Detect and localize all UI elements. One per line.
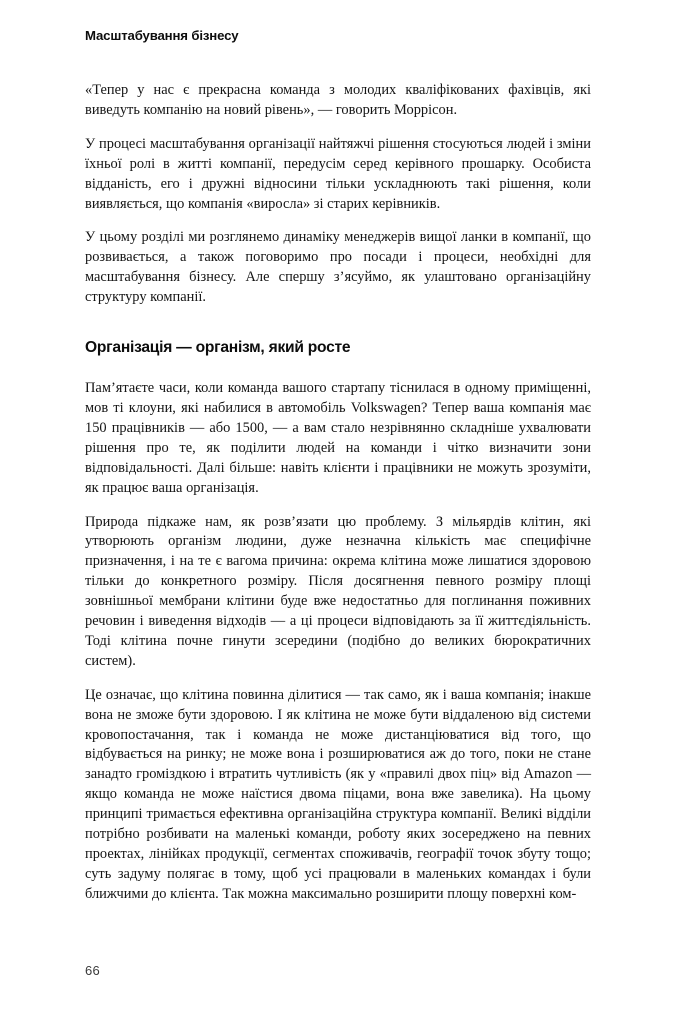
spacer-after-section-heading <box>85 357 591 379</box>
paragraph-cells-nature: Природа підкаже нам, як розв’язати цю проблему. З мільярдів клітин, які утворюють організм людини, дуже незначна кількість має специфічне призначення, і на те є вагома причина: окрема клітина може лишатися здоровою тільки до конкретного розміру. Після досягнення певного розміру площі зовнішньої мембрани клітини буде вже недостатньо для поглинання поживних речовин і виведення відходів — а ці процеси відповідають за її життєдіяльність. Тоді клітина почне гинути зсередини (подібно до великих бюрократичних систем). <box>85 513 591 669</box>
paragraph-spacer <box>85 499 591 513</box>
paragraph-startup-volkswagen: Пам’ятаєте часи, коли команда вашого стартапу тіснилася в одному приміщенні, мов ті клоуни, які набилися в автомобіль Volkswagen? Тепер ваша компанія має 150 працівників — або 1500, — а вам стало незрівнянно складніше ухвалювати рішення про те, як поділити людей на команди і чітко визначити зони відповідальності. Далі більше: навіть клієнти і працівники не можуть зрозуміти, як працює ваша організація. <box>85 380 591 496</box>
paragraph-quote-morrison: «Тепер у нас є прекрасна команда з молодих кваліфікованих фахівців, які виведуть компанію на новий рівень», — говорить Моррісон. <box>85 82 591 118</box>
section-heading-organization-organism: Організація — організм, який росте <box>85 339 351 357</box>
paragraph-spacer <box>85 214 591 228</box>
paragraph-spacer <box>85 121 591 135</box>
paragraph-chapter-overview: У цьому розділі ми розглянемо динаміку менеджерів вищої ланки в компанії, що розвивається, а також поговоримо про посади і процеси, необхідні для масштабування бізнесу. Але спершу з’ясуймо, як улаштовано організаційну структуру компанії. <box>85 229 591 306</box>
page-text-column <box>85 28 591 905</box>
running-head: Масштабування бізнесу <box>85 28 239 43</box>
paragraph-cell-division-two-pizza: Це означає, що клітина повинна ділитися — так само, як і ваша компанія; інакше вона не зможе бути здоровою. І як клітина не може бути віддаленою від системи кровопостачання, так і команда не може дистанціюватися від того, що відбувається на ринку; не може вона і розширюватися аж до того, поки не стане занадто громіздкою і втратить чутливість (як у «правилі двох піц» від Amazon — якщо команда не може наїстися двома піцами, вона вже завелика). На цьому принципі тримається ефективна організаційна структура компанії. Великі відділи потрібно розбивати на маленькі команди, роботу яких зосереджено на певних проектах, лінійках продукції, сегментах споживачів, географії точок збуту тощо; суть задуму полягає в тому, щоб усі працювали в маленьких командах і були ближчими до клієнта. Так можна максимально розширити площу поверхні ком- <box>85 686 591 902</box>
spacer-after-running-head <box>85 44 591 81</box>
page-number: 66 <box>85 963 101 978</box>
paragraph-spacer <box>85 672 591 686</box>
paragraph-scaling-decisions: У процесі масштабування організації найтяжчі рішення стосуються людей і зміни їхньої ролі в житті компанії, передусім серед керівного прошарку. Особиста відданість, его і дружні відносини тільки ускладнюють такі рішення, коли виявляється, що компанія «виросла» зі старих керівників. <box>85 135 591 212</box>
spacer-before-section-heading <box>85 308 591 338</box>
